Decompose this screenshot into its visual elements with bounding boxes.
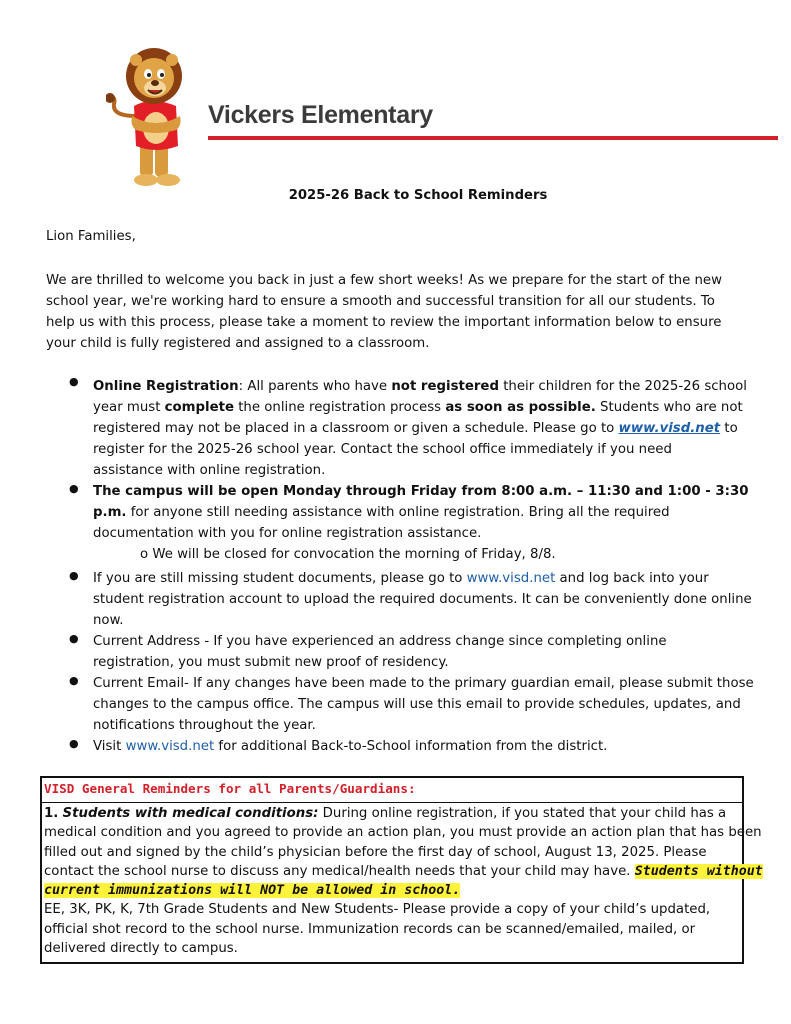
text: medical condition and you agreed to provide an action plan, you must provide an action plan that has been xyxy=(44,825,762,841)
text: registration, you must submit new proof of residency. xyxy=(93,655,449,670)
bullet-dot: ● xyxy=(69,375,79,388)
text: to xyxy=(720,421,738,436)
text: now. xyxy=(93,613,124,628)
text: Current Address - If you have experienced an address change since completing online xyxy=(93,634,667,649)
medical-label: Students with medical conditions: xyxy=(62,806,319,821)
reminders-heading: VISD General Reminders for all Parents/Guardians: xyxy=(44,781,416,796)
text: official shot record to the school nurse. Immunization records can be scanned/emailed, mailed, or xyxy=(44,921,696,937)
text: EE, 3K, PK, K, 7th Grade Students and New Students- Please provide a copy of your child’s updated, xyxy=(44,902,711,918)
intro-line: We are thrilled to welcome you back in just a few short weeks! As we prepare for the start of the new xyxy=(46,273,722,288)
bullet-online-registration xyxy=(93,376,753,481)
bullet-dot: ● xyxy=(69,737,79,750)
text: student registration account to upload the required documents. It can be conveniently done online xyxy=(93,592,752,607)
text: for anyone still needing assistance with online registration. Bring all the required xyxy=(126,505,670,520)
header-rule xyxy=(208,136,778,140)
bullet-dot: ● xyxy=(69,674,79,687)
visd-link[interactable]: www.visd.net xyxy=(466,571,556,586)
text-bold: not registered xyxy=(391,379,499,394)
text-bold: p.m. xyxy=(93,505,127,520)
bullet-label: Online Registration xyxy=(93,379,239,394)
text: their children for the 2025-26 school xyxy=(498,379,747,394)
text: delivered directly to campus. xyxy=(44,941,238,957)
text: : All parents who have xyxy=(238,379,392,394)
greeting: Lion Families, xyxy=(46,229,136,244)
text: filled out and signed by the child’s physician before the first day of school, August 13, 2025. Please xyxy=(44,844,707,860)
text: and log back into your xyxy=(555,571,709,586)
text: assistance with online registration. xyxy=(93,463,326,478)
text: During online registration, if you stated that your child has a xyxy=(318,806,727,821)
visd-link[interactable]: www.visd.net xyxy=(618,421,721,436)
item-number: 1. xyxy=(44,806,59,821)
text: year must xyxy=(93,400,165,415)
bullet-campus-hours xyxy=(93,481,753,544)
text: contact the school nurse to discuss any medical/health needs that your child may have. xyxy=(44,863,635,879)
intro-line: your child is fully registered and assigned to a classroom. xyxy=(46,336,430,351)
text: Visit xyxy=(93,739,126,754)
intro-paragraph xyxy=(46,270,756,354)
text: documentation with you for online registration assistance. xyxy=(93,526,482,541)
school-name: Vickers Elementary xyxy=(208,101,433,129)
text: for additional Back-to-School information from the district. xyxy=(214,739,608,754)
visd-link[interactable]: www.visd.net xyxy=(125,739,215,754)
text-bold: as soon as possible. xyxy=(445,400,596,415)
sub-bullet-convocation: o We will be closed for convocation the morning of Friday, 8/8. xyxy=(140,547,556,562)
bullet-dot: ● xyxy=(69,569,79,582)
reminders-body xyxy=(44,804,763,958)
lion-mascot-icon xyxy=(106,46,194,188)
bullet-dot: ● xyxy=(69,632,79,645)
immunization-warning: Students without xyxy=(634,863,763,879)
bullet-dot: ● xyxy=(69,482,79,495)
text-bold: The campus will be open Monday through Friday from 8:00 a.m. – 11:30 and 1:00 - 3:30 xyxy=(93,484,749,499)
immunization-warning: current immunizations will NOT be allowed in school. xyxy=(44,883,461,899)
bullet-email xyxy=(93,673,753,736)
intro-line: school year, we're working hard to ensure a smooth and successful transition for all our students. To xyxy=(46,294,715,309)
text: changes to the campus office. The campus will use this email to provide schedules, updates, and xyxy=(93,697,741,712)
text: Students who are not xyxy=(595,400,743,415)
text: the online registration process xyxy=(233,400,446,415)
general-reminders-box xyxy=(40,776,763,964)
text-bold: complete xyxy=(164,400,234,415)
text: Current Email- If any changes have been made to the primary guardian email, please submit those xyxy=(93,676,754,691)
text: If you are still missing student documents, please go to xyxy=(93,571,467,586)
text: notifications throughout the year. xyxy=(93,718,316,733)
intro-line: help us with this process, please take a moment to review the important information below to ensure xyxy=(46,315,722,330)
document-title: 2025-26 Back to School Reminders xyxy=(288,188,548,203)
bullet-visit xyxy=(93,736,753,757)
bullet-address xyxy=(93,631,753,673)
reminders-header xyxy=(42,778,742,803)
bullet-documents xyxy=(93,568,753,631)
text: registered may not be placed in a classroom or given a schedule. Please go to xyxy=(93,421,619,436)
text: register for the 2025-26 school year. Contact the school office immediately if you need xyxy=(93,442,672,457)
